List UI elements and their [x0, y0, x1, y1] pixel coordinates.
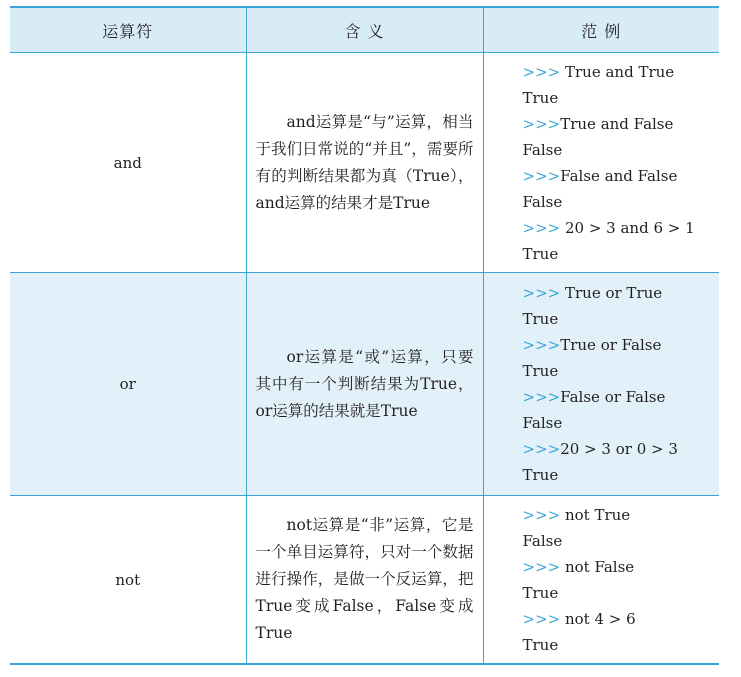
example-code: 20 > 3 and 6 > 1 [560, 218, 695, 237]
example-code: False and False [560, 166, 678, 185]
example-result: True [522, 244, 559, 263]
example-line [523, 502, 720, 528]
example-code: False or False [560, 388, 666, 406]
example-code: 20 > 3 or 0 > 3 [560, 440, 678, 458]
example-code: True and True [560, 62, 675, 81]
example-code: True and False [560, 114, 674, 133]
example-result: True [522, 88, 559, 107]
example-result: True [522, 635, 559, 654]
example-line [523, 111, 720, 137]
prompt-symbol: >>> [522, 166, 561, 185]
operator-cell: and [10, 53, 246, 273]
prompt-symbol: >>> [522, 284, 561, 302]
example-line [523, 280, 720, 306]
example-code: not False [560, 557, 635, 576]
table-row-and [10, 53, 719, 273]
example-line [523, 332, 720, 358]
prompt-symbol: >>> [522, 557, 561, 576]
logic-operators-table [10, 6, 719, 665]
example-line [523, 606, 720, 632]
example-code: True or False [560, 336, 662, 354]
example-result: True [522, 583, 559, 602]
prompt-symbol: >>> [522, 218, 561, 237]
example-result: True [522, 362, 559, 380]
examples-cell [483, 273, 719, 496]
example-code: not 4 > 6 [560, 609, 636, 628]
example-result: False [522, 414, 563, 432]
table-row-not [10, 496, 719, 665]
prompt-symbol: >>> [522, 505, 561, 524]
table-row-or [10, 273, 719, 496]
examples-cell [483, 53, 719, 273]
example-line [523, 163, 720, 189]
example-line [523, 554, 720, 580]
header-operator: 运算符 [10, 7, 246, 53]
operator-cell: not [10, 496, 246, 665]
operator-cell: or [10, 273, 246, 496]
example-line [523, 436, 720, 462]
example-code: True or True [560, 284, 663, 302]
prompt-symbol: >>> [522, 114, 561, 133]
example-line [523, 215, 720, 241]
meaning-cell: or运算是“或”运算，只要其中有一个判断结果为True，or运算的结果就是True [246, 273, 483, 496]
examples-cell [483, 496, 719, 665]
example-line [523, 384, 720, 410]
meaning-cell: not运算是“非”运算，它是一个单目运算符，只对一个数据进行操作，是做一个反运算，把True变成False，False变成True [246, 496, 483, 665]
example-result: False [522, 531, 563, 550]
example-result: True [522, 310, 559, 328]
example-result: False [522, 140, 563, 159]
prompt-symbol: >>> [522, 440, 561, 458]
meaning-cell: and运算是“与”运算，相当于我们日常说的“并且”，需要所有的判断结果都为真（True），and运算的结果才是True [246, 53, 483, 273]
example-line [523, 59, 720, 85]
header-row [10, 7, 719, 53]
header-example: 范 例 [483, 7, 719, 53]
prompt-symbol: >>> [522, 388, 561, 406]
example-code: not True [560, 505, 631, 524]
prompt-symbol: >>> [522, 336, 561, 354]
prompt-symbol: >>> [522, 62, 561, 81]
example-result: True [522, 466, 559, 484]
header-meaning: 含 义 [246, 7, 483, 53]
example-result: False [522, 192, 563, 211]
prompt-symbol: >>> [522, 609, 561, 628]
